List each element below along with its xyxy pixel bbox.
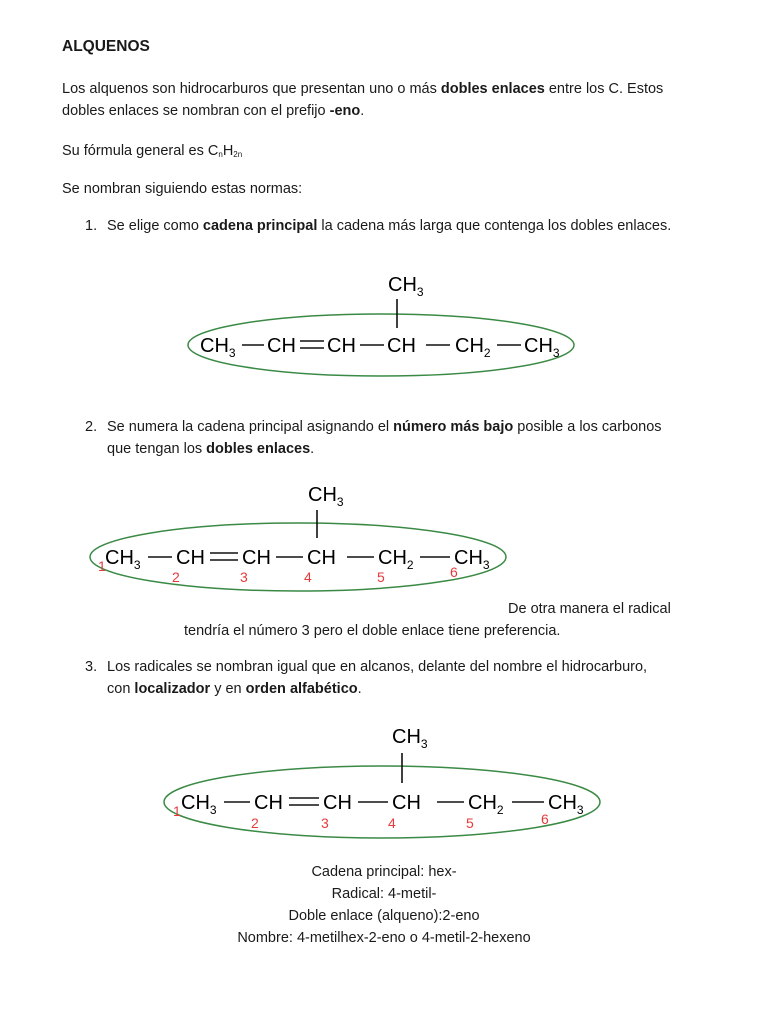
locant-4: 4 — [388, 815, 396, 831]
rule-bold: número más bajo — [393, 419, 514, 435]
rule-text: que tengan los — [107, 441, 207, 457]
rule-2 — [85, 416, 662, 460]
locant-1: 1 — [98, 558, 106, 574]
rule-bold: cadena principal — [202, 218, 318, 234]
molecule-diagram-3 — [162, 715, 607, 845]
group-c5: $CH_2$ — [468, 792, 504, 817]
group-c3: CH — [327, 335, 356, 357]
intro-text: Los alquenos son hidrocarburos que presentan uno o más — [62, 81, 441, 97]
intro-text: . — [360, 103, 365, 119]
rule-text: Se elige como — [107, 218, 203, 234]
locant-5: 5 — [466, 815, 474, 831]
rule-text: . — [310, 441, 315, 457]
group-c5: $CH_2$ — [378, 547, 414, 572]
note-line-1: De otra manera el radical — [508, 601, 671, 617]
rule-text: posible a los carbonos — [513, 419, 662, 435]
rule-text: Se numera la cadena principal asignando el — [107, 419, 394, 435]
formula-sub-2n: 2n — [233, 150, 243, 159]
summary-line: Cadena principal: hex- — [311, 864, 457, 880]
summary-line: Doble enlace (alqueno):2-eno — [288, 908, 480, 924]
page-title: ALQUENOS — [62, 38, 150, 55]
intro-text: dobles enlaces se nombran con el prefijo — [62, 103, 330, 119]
general-formula — [62, 140, 242, 166]
locant-6: 6 — [541, 811, 549, 827]
summary-line: Nombre: 4-metilhex-2-eno o 4-metil-2-hexeno — [237, 930, 531, 946]
rule-number: 1. — [85, 218, 98, 234]
intro-bold: -eno — [329, 103, 361, 119]
locant-2: 2 — [172, 569, 180, 585]
summary — [0, 861, 768, 949]
rule-number: 3. — [85, 659, 98, 675]
substituent-ch3: $CH_3$ — [388, 274, 424, 299]
note-line-2: tendría el número 3 pero el doble enlace tiene preferencia. — [184, 623, 561, 639]
intro-paragraph — [62, 78, 663, 122]
group-c6: $CH_3$ — [454, 547, 490, 572]
group-c1: $CH_3$ — [105, 547, 141, 572]
group-c5: $CH_2$ — [455, 335, 491, 360]
formula-text: Su fórmula general es C — [62, 143, 219, 159]
rule-bold: localizador — [134, 681, 211, 697]
group-c6: $CH_3$ — [548, 792, 584, 817]
rule-1 — [85, 215, 671, 237]
rule-text: . — [357, 681, 362, 697]
group-c6: $CH_3$ — [524, 335, 560, 360]
rule-3 — [85, 656, 647, 700]
rule-text: con — [107, 681, 135, 697]
locant-5: 5 — [377, 569, 385, 585]
rule-bold: dobles enlaces — [206, 441, 311, 457]
group-c3: CH — [242, 547, 271, 569]
locant-3: 3 — [240, 569, 248, 585]
intro-text: entre los C. Estos — [544, 81, 664, 97]
locant-6: 6 — [450, 564, 458, 580]
molecule-diagram-1 — [185, 265, 580, 380]
rule-bold: orden alfabético — [245, 681, 358, 697]
formula-h: H — [222, 143, 234, 159]
group-c2: CH — [267, 335, 296, 357]
substituent-ch3: $CH_3$ — [308, 484, 344, 509]
group-c2: CH — [176, 547, 205, 569]
locant-3: 3 — [321, 815, 329, 831]
rule-text: Los radicales se nombran igual que en alcanos, delante del nombre el hidrocarburo, — [107, 659, 648, 675]
rule-text: la cadena más larga que contenga los dobles enlaces. — [317, 218, 672, 234]
locant-2: 2 — [251, 815, 259, 831]
group-c2: CH — [254, 792, 283, 814]
formula-sub-n: n — [218, 150, 223, 159]
intro-bold: dobles enlaces — [440, 81, 545, 97]
group-c4: CH — [387, 335, 416, 357]
rule-number: 2. — [85, 419, 98, 435]
group-c1: $CH_3$ — [181, 792, 217, 817]
group-c1: $CH_3$ — [200, 335, 236, 360]
group-c4: CH — [392, 792, 421, 814]
substituent-ch3: $CH_3$ — [392, 726, 428, 751]
rule-text: y en — [210, 681, 246, 697]
locant-1: 1 — [173, 803, 181, 819]
rules-intro: Se nombran siguiendo estas normas: — [62, 181, 303, 197]
molecule-diagram-2 — [88, 475, 513, 600]
summary-line: Radical: 4-metil- — [331, 886, 437, 902]
locant-4: 4 — [304, 569, 312, 585]
group-c3: CH — [323, 792, 352, 814]
group-c4: CH — [307, 547, 336, 569]
